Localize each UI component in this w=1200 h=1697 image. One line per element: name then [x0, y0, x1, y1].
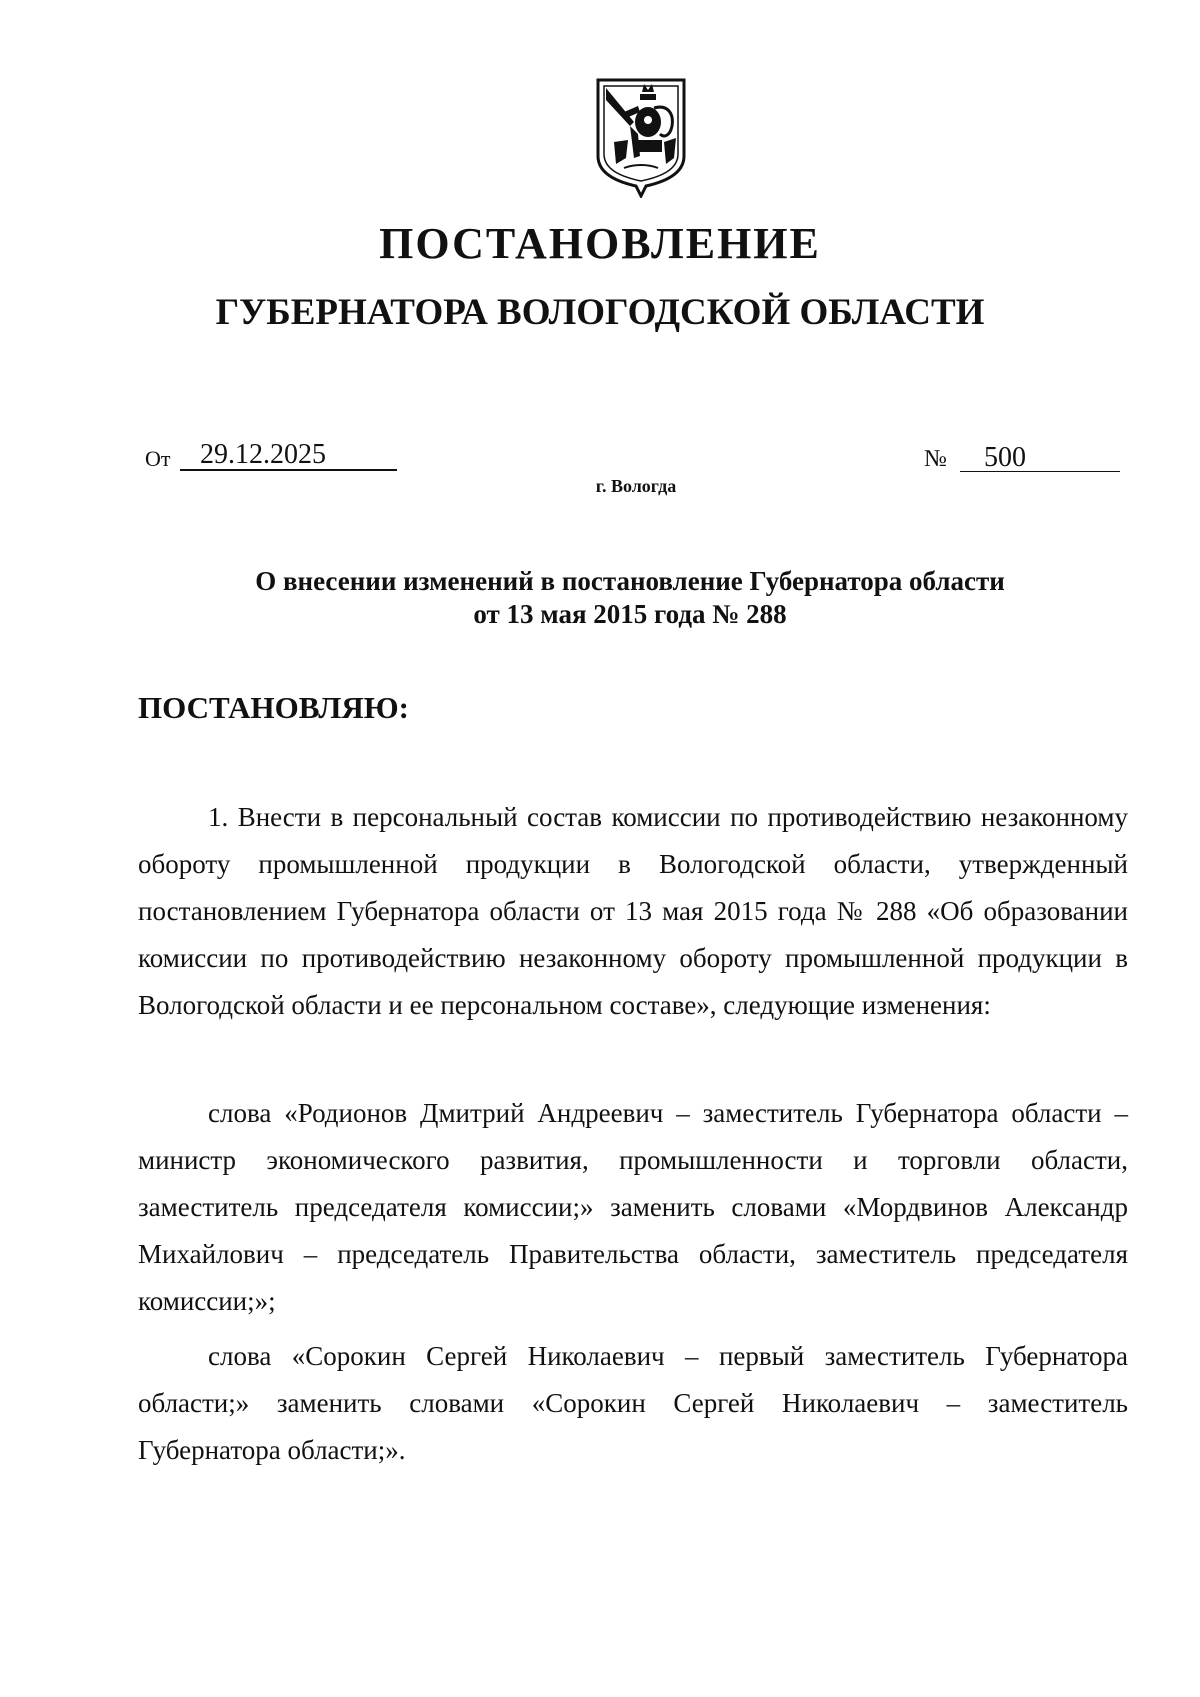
document-title: ПОСТАНОВЛЕНИЕ — [379, 219, 821, 268]
city-name: г. Вологда — [595, 476, 677, 496]
coat-of-arms-icon — [594, 78, 688, 198]
document-subtitle: ГУБЕРНАТОРА ВОЛОГОДСКОЙ ОБЛАСТИ — [215, 292, 985, 333]
decree-heading: ПОСТАНОВЛЯЮ: — [138, 690, 409, 725]
subject-line-1: О внесении изменений в постановление Губернатора области — [255, 566, 1005, 596]
paragraph-1: 1. Внести в персональный состав комиссии по противодействию незаконному обороту промышленной продукции в Вологодской области, утвержденный постановлением Губернатора области от 13 мая 2015 года № 288 «Об образовании комиссии по противодействию незаконному обороту промышленной продукции в Вологодской области и ее персональном составе», следующие изменения: — [138, 802, 1128, 1020]
document-number: 500 — [984, 442, 1026, 473]
number-label: № — [924, 446, 947, 472]
paragraph-3: слова «Сорокин Сергей Николаевич – первый заместитель Губернатора области;» заменить словами «Сорокин Сергей Николаевич – заместитель Губернатора области;». — [138, 1341, 1128, 1465]
subject-line-2: от 13 мая 2015 года № 288 — [473, 599, 787, 629]
paragraph-2: слова «Родионов Дмитрий Андреевич – заместитель Губернатора области – министр экономического развития, промышленности и торговли области, заместитель председателя комиссии;» заменить словами «Мордвинов Александр Михайлович – председатель Правительства области, заместитель председателя комиссии;»; — [138, 1098, 1128, 1316]
document-date: 29.12.2025 — [200, 439, 326, 470]
date-label: От — [145, 446, 171, 471]
